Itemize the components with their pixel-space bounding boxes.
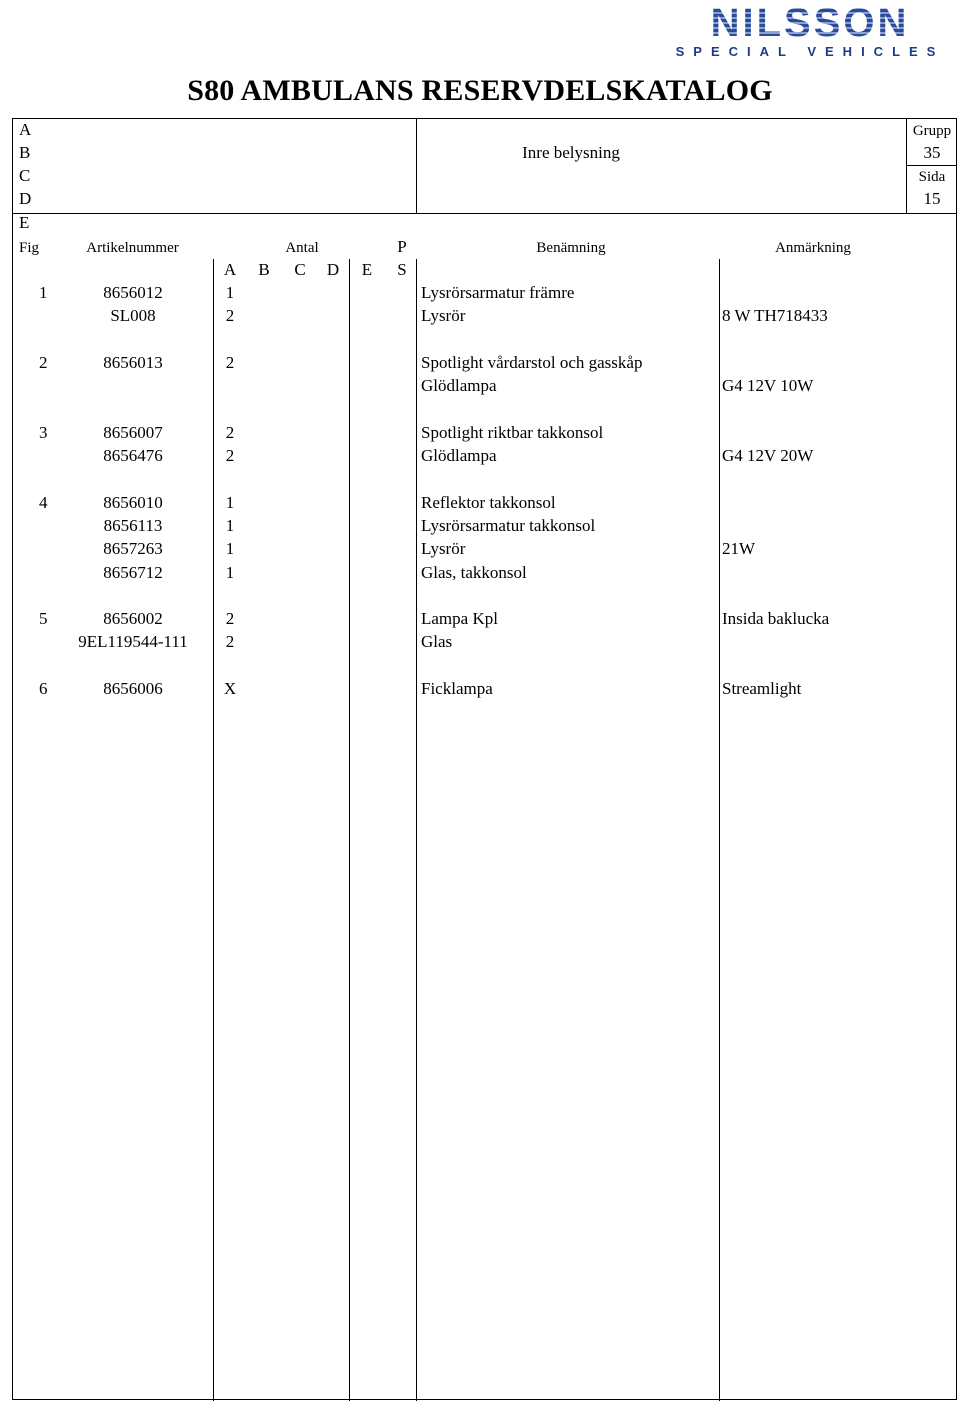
row-12-ben: Glas: [421, 632, 453, 651]
header-letter-b: B: [19, 143, 31, 162]
row-6-ben: Glödlampa: [421, 446, 497, 465]
row-10-art: 8656712: [103, 563, 163, 582]
col-fig: Fig: [19, 240, 40, 256]
col-benamning: Benämning: [536, 240, 606, 256]
col-p: P: [397, 237, 407, 256]
col-artikelnummer: Artikelnummer: [86, 240, 179, 256]
row-8-art: 8656113: [103, 516, 163, 535]
row-1-art: 8656012: [103, 283, 163, 302]
row-6-anm: G4 12V 20W: [722, 446, 814, 465]
row-1-antal: 1: [225, 283, 235, 302]
row-5-fig: 3: [39, 423, 48, 442]
col-antal-s: S: [397, 260, 407, 279]
row-6-art: 8656476: [103, 446, 163, 465]
logo-wordmark: NILSSON: [668, 4, 952, 42]
page-title: S80 AMBULANS RESERVDELSKATALOG: [187, 74, 773, 107]
row-9-anm: 21W: [722, 539, 756, 558]
row-7-art: 8656010: [103, 493, 163, 512]
row-13-anm: Streamlight: [722, 679, 802, 698]
row-9-antal: 1: [225, 539, 235, 558]
row-3-art: 8656013: [103, 353, 163, 372]
col-anmarkning: Anmärkning: [775, 240, 851, 256]
row-1-ben: Lysrörsarmatur främre: [421, 283, 575, 302]
row-2-art: SL008: [110, 306, 156, 325]
row-12-art: 9EL119544-111: [78, 632, 188, 651]
row-4-ben: Glödlampa: [421, 376, 497, 395]
row-2-antal: 2: [225, 306, 235, 325]
row-10-antal: 1: [225, 563, 235, 582]
row-5-art: 8656007: [103, 423, 163, 442]
col-antal: Antal: [285, 240, 319, 256]
row-6-antal: 2: [225, 446, 235, 465]
row-3-fig: 2: [39, 353, 48, 372]
sida-value: 15: [923, 189, 941, 208]
row-7-antal: 1: [225, 493, 235, 512]
row-10-ben: Glas, takkonsol: [421, 563, 527, 582]
row-13-fig: 6: [39, 679, 48, 698]
row-9-art: 8657263: [103, 539, 163, 558]
row-9-ben: Lysrör: [421, 539, 466, 558]
row-7-fig: 4: [39, 493, 48, 512]
col-antal-e: E: [361, 260, 373, 279]
row-5-ben: Spotlight riktbar takkonsol: [421, 423, 604, 442]
row-4-anm: G4 12V 10W: [722, 376, 814, 395]
row-13-ben: Ficklampa: [421, 679, 493, 698]
row-11-art: 8656002: [103, 609, 163, 628]
catalog-table: [12, 118, 957, 1400]
row-11-ben: Lampa Kpl: [421, 609, 498, 628]
row-8-ben: Lysrörsarmatur takkonsol: [421, 516, 596, 535]
sida-label: Sida: [918, 169, 946, 185]
col-antal-b: B: [258, 260, 270, 279]
col-antal-c: C: [294, 260, 306, 279]
row-13-antal: X: [223, 679, 237, 698]
row-11-fig: 5: [39, 609, 48, 628]
row-11-anm: Insida baklucka: [722, 609, 830, 628]
header-letter-d: D: [19, 189, 32, 208]
row-1-fig: 1: [39, 283, 48, 302]
row-2-ben: Lysrör: [421, 306, 466, 325]
header-letter-a: A: [19, 120, 32, 139]
grupp-label: Grupp: [912, 123, 952, 139]
col-antal-d: D: [326, 260, 340, 279]
nilsson-logo: [664, 1, 956, 59]
header-letter-c: C: [19, 166, 31, 185]
row-12-antal: 2: [225, 632, 235, 651]
header-letter-e: E: [19, 213, 30, 232]
row-3-antal: 2: [225, 353, 235, 372]
row-8-antal: 1: [225, 516, 235, 535]
row-11-antal: 2: [225, 609, 235, 628]
row-13-art: 8656006: [103, 679, 163, 698]
section-name: Inre belysning: [522, 143, 620, 162]
row-5-antal: 2: [225, 423, 235, 442]
logo-tagline: SPECIAL VEHICLES: [675, 44, 945, 59]
row-2-anm: 8 W TH718433: [722, 306, 828, 325]
col-antal-a: A: [223, 260, 237, 279]
row-7-ben: Reflektor takkonsol: [421, 493, 556, 512]
row-3-ben: Spotlight vårdarstol och gasskåp: [421, 353, 643, 372]
grupp-value: 35: [923, 143, 941, 162]
